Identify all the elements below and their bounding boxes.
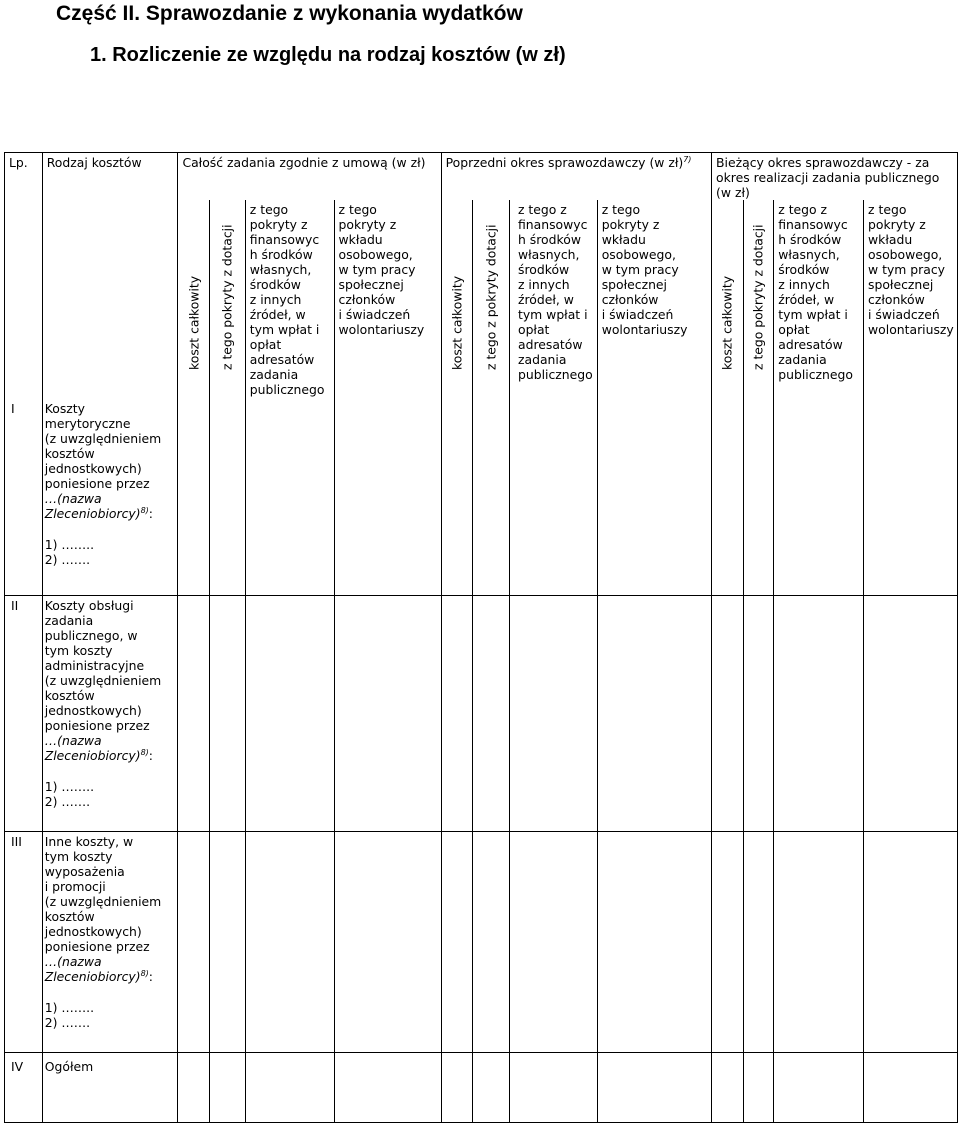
header-srodki-wlasne: z tego pokryty z finansowyc h środków własnych, środków z innych źródeł, w tym wpłat i opłat adresatów zadania publicznego — [245, 200, 334, 401]
cost-table — [4, 152, 958, 1123]
row-label: Koszty obsługi zadania publicznego, w tym koszty administracyjne (z uwzględnieniem kosztów jednostkowych) poniesione przez …(nazwa Zleceniobiorcy)$^{8)}$: 1) …….. 2) ……. — [42, 595, 178, 831]
header-z-dotacji: z tego pokryty z dotacji — [210, 200, 246, 401]
header-lp: Lp. — [9, 155, 28, 170]
row-number: III — [5, 831, 43, 1052]
header-row-1 — [5, 153, 958, 201]
header-wklad-osobowy: z tego pokryty z wkładu osobowego, w tym pracy społecznej członków i świadczeń wolontariuszy — [334, 200, 441, 401]
subtitle: 1. Rozliczenie ze względu na rodzaj kosztów (w zł) — [90, 44, 566, 66]
header-z-dotacji: z tego z pokryty dotacji — [473, 200, 510, 401]
row-number: IV — [5, 1052, 43, 1122]
row-label: Koszty merytoryczne (z uwzględnieniem kosztów jednostkowych) poniesione przez …(nazwa Zleceniobiorcy)$^{8)}$: 1) …….. 2) ……. — [42, 401, 178, 595]
header-rodzaj-spacer — [42, 200, 178, 401]
table-row — [5, 831, 958, 1052]
row-number: II — [5, 595, 43, 831]
row-number: I — [11, 401, 15, 416]
header-koszt-calkowity: koszt całkowity — [441, 200, 473, 401]
header-srodki-wlasne: z tego z finansowyc h środków własnych, środków z innych źródeł, w tym wpłat i opłat adresatów zadania publicznego — [509, 200, 597, 401]
table-row — [5, 401, 958, 595]
header-biezacy-okres: Bieżący okres sprawozdawczy - za okres realizacji zadania publicznego (w zł) — [712, 153, 958, 201]
header-poprzedni-okres: Poprzedni okres sprawozdawczy (w zł)$^{7)}$ — [441, 153, 711, 201]
table-row — [5, 595, 958, 831]
header-wklad-osobowy: z tego pokryty z wkładu osobowego, w tym pracy społecznej członków i świadczeń wolontariuszy — [597, 200, 711, 401]
header-calosc-zadania: Całość zadania zgodnie z umową (w zł) — [178, 153, 441, 201]
header-wklad-osobowy: z tego pokryty z wkładu osobowego, w tym pracy społecznej członków i świadczeń wolontariuszy — [864, 200, 958, 401]
row-label: Inne koszty, w tym koszty wyposażenia i promocji (z uwzględnieniem kosztów jednostkowych) poniesione przez …(nazwa Zleceniobiorcy)$^{8)}$: 1) …….. 2) ……. — [42, 831, 178, 1052]
header-koszt-calkowity: koszt całkowity — [178, 200, 210, 401]
row-label-total: Ogółem — [42, 1052, 178, 1122]
header-koszt-calkowity: koszt całkowity — [712, 200, 744, 401]
header-row-2 — [5, 200, 958, 401]
section-title: Część II. Sprawozdanie z wykonania wydatków — [56, 2, 523, 25]
header-z-dotacji: z tego pokryty z dotacji — [743, 200, 774, 401]
header-srodki-wlasne: z tego z finansowyc h środków własnych, środków z innych źródeł, w tym wpłat i opłat adresatów zadania publicznego — [774, 200, 864, 401]
header-rodzaj-kosztow: Rodzaj kosztów — [42, 153, 178, 201]
table-row-total — [5, 1052, 958, 1122]
